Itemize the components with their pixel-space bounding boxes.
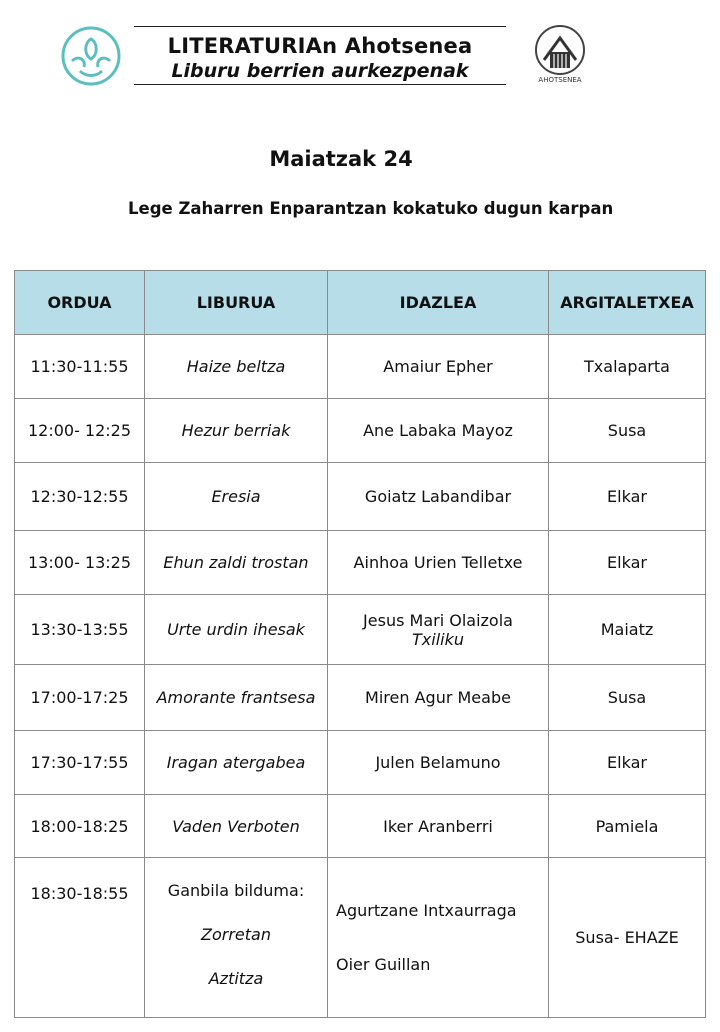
publisher-cell: Elkar	[549, 463, 706, 531]
time-cell: 13:30-13:55	[15, 595, 145, 665]
event-location: Lege Zaharren Enparantzan kokatuko dugun karpan	[128, 199, 614, 218]
publisher-cell: Susa- EHAZE	[549, 858, 706, 1018]
ahotsenea-logo-text: AHOTSENEA	[538, 76, 582, 84]
table-row	[15, 595, 706, 665]
author-name: Agurtzane Intxaurraga	[336, 900, 517, 920]
table-row	[15, 795, 706, 858]
header-ordua: ORDUA	[15, 271, 145, 335]
header-banner	[134, 26, 506, 85]
book-title: Zorretan	[201, 925, 271, 944]
author-name: Oier Guillan	[336, 954, 431, 974]
collection-name: Ganbila bilduma:	[167, 881, 305, 900]
book-cell: Urte urdin ihesak	[145, 595, 328, 665]
author-alias: Txiliku	[412, 629, 464, 649]
author-cell	[328, 595, 549, 665]
table-header-row	[15, 271, 706, 335]
header-argitaletxea: ARGITALETXEA	[549, 271, 706, 335]
publisher-cell: Maiatz	[549, 595, 706, 665]
time-cell: 17:00-17:25	[15, 665, 145, 731]
literaturian-swirl-logo-icon	[60, 25, 122, 87]
book-cell: Eresia	[145, 463, 328, 531]
author-cell: Ane Labaka Mayoz	[328, 399, 549, 463]
event-date: Maiatzak 24	[269, 147, 413, 171]
book-cell	[145, 858, 328, 1018]
ahotsenea-house-logo-icon	[528, 22, 592, 86]
book-cell: Hezur berriak	[145, 399, 328, 463]
table-row	[15, 399, 706, 463]
header-idazlea: IDAZLEA	[328, 271, 549, 335]
time-cell: 12:00- 12:25	[15, 399, 145, 463]
header-title: LITERATURIAn Ahotsenea	[167, 34, 473, 58]
table-row	[15, 731, 706, 795]
publisher-cell: Elkar	[549, 731, 706, 795]
book-cell: Iragan atergabea	[145, 731, 328, 795]
table-row	[15, 531, 706, 595]
author-cell: Miren Agur Meabe	[328, 665, 549, 731]
time-cell: 17:30-17:55	[15, 731, 145, 795]
author-cell: Julen Belamuno	[328, 731, 549, 795]
book-cell: Amorante frantsesa	[145, 665, 328, 731]
header-subtitle: Liburu berrien aurkezpenak	[171, 60, 469, 82]
author-cell: Amaiur Epher	[328, 335, 549, 399]
publisher-cell: Pamiela	[549, 795, 706, 858]
publisher-cell: Elkar	[549, 531, 706, 595]
time-cell: 12:30-12:55	[15, 463, 145, 531]
table-row	[15, 665, 706, 731]
table-row	[15, 858, 706, 1018]
publisher-cell: Susa	[549, 665, 706, 731]
author-name: Jesus Mari Olaizola	[363, 610, 513, 630]
author-cell	[328, 858, 549, 1018]
publisher-cell: Susa	[549, 399, 706, 463]
time-cell: 18:00-18:25	[15, 795, 145, 858]
table-row	[15, 335, 706, 399]
header-liburua: LIBURUA	[145, 271, 328, 335]
book-title: Aztitza	[208, 969, 264, 988]
table-row	[15, 463, 706, 531]
book-cell: Ehun zaldi trostan	[145, 531, 328, 595]
author-cell: Iker Aranberri	[328, 795, 549, 858]
time-cell: 18:30-18:55	[15, 858, 145, 1018]
author-cell: Goiatz Labandibar	[328, 463, 549, 531]
book-cell: Haize beltza	[145, 335, 328, 399]
publisher-cell: Txalaparta	[549, 335, 706, 399]
time-cell: 13:00- 13:25	[15, 531, 145, 595]
time-cell: 11:30-11:55	[15, 335, 145, 399]
schedule-table	[14, 270, 706, 1018]
book-cell: Vaden Verboten	[145, 795, 328, 858]
author-cell: Ainhoa Urien Telletxe	[328, 531, 549, 595]
